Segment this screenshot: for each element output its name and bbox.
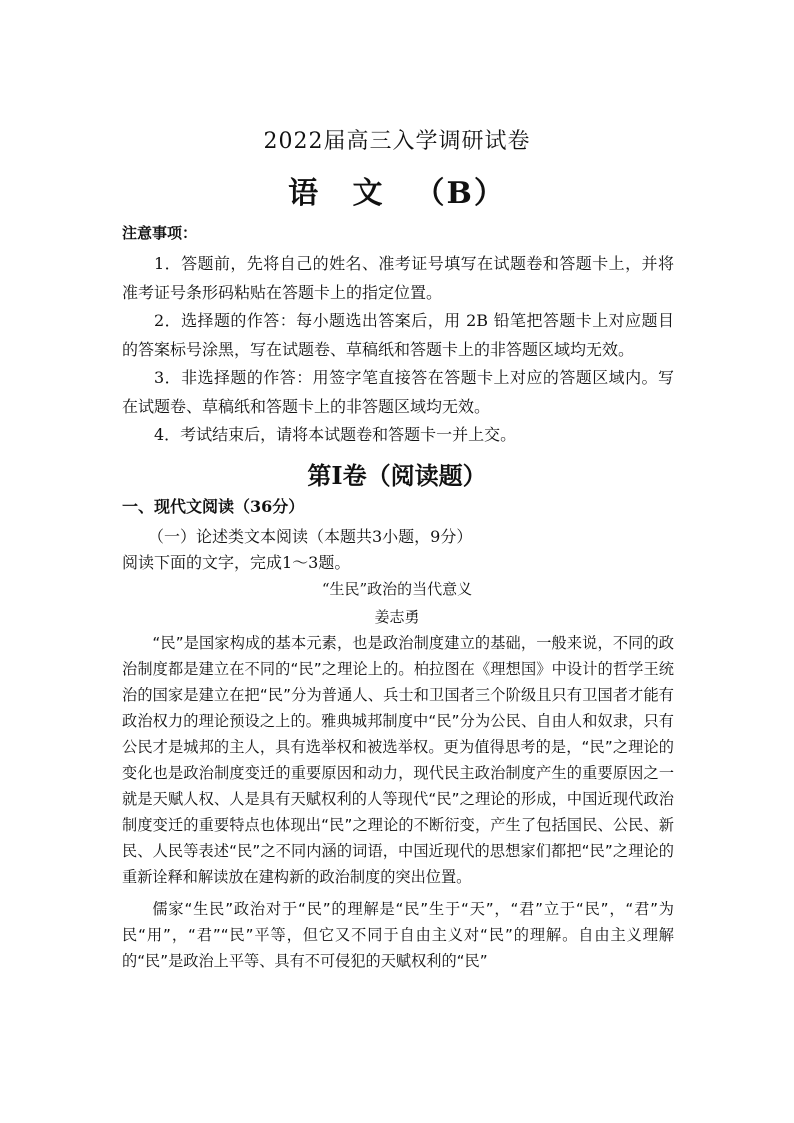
subject-name: 语 文 bbox=[288, 176, 395, 211]
article-paragraph: “民”是国家构成的基本元素，也是政治制度建立的基础，一般来说，不同的政治制度都是建立在不同的“民”之理论上的。柏拉图在《理想国》中设计的哲学王统治的国家是建立在把“民”分为普通人、兵士和卫国者三个阶级且只有卫国者才能有政治权力的理论预设之上的。雅典城邦制度中“民”分为公民、自由人和奴隶，只有公民才是城邦的主人，具有选举权和被选举权。更为值得思考的是，“民”之理论的变化也是政治制度变迁的重要原因和动力，现代民主政治制度产生的重要原因之一就是天赋人权、人是具有天赋权利的人等现代“民”之理论的形成，中国近现代政治制度变迁的重要特点也体现出“民”之理论的不断衍变，产生了包括国民、公民、新民、人民等表述“民”之不同内涵的词语，中国近现代的思想家们都把“民”之理论的重新诠释和解读放在建构新的政治制度的突出位置。 bbox=[122, 634, 674, 886]
notice-list bbox=[122, 250, 674, 450]
article-body bbox=[122, 630, 674, 974]
article-paragraph: 儒家“生民”政治对于“民”的理解是“民”生于“天”，“君”立于“民”，“君”为民“用”，“君”“民”平等，但它又不同于自由主义对“民”的理解。自由主义理解的“民”是政治上平等、具有不可侵犯的天赋权利的“民” bbox=[122, 900, 674, 970]
notice-heading: 注意事项： bbox=[122, 224, 198, 242]
subject-title bbox=[0, 168, 794, 212]
section-title: 第Ⅰ卷（阅读题） bbox=[307, 461, 487, 490]
instruction-text: 阅读下面的文字，完成1～3题。 bbox=[122, 553, 351, 572]
notice-item: 2．选择题的作答：每小题选出答案后，用 2B 铅笔把答题卡上对应题目的答案标号涂黑，写在试题卷、草稿纸和答题卡上的非答题区域均无效。 bbox=[122, 311, 674, 359]
notice-item: 1．答题前，先将自己的姓名、准考证号填写在试题卷和答题卡上，并将准考证号条形码粘贴在答题卡上的指定位置。 bbox=[122, 254, 674, 302]
notice-item: 3．非选择题的作答：用签字笔直接答在答题卡上对应的答题区域内。写在试题卷、草稿纸和答题卡上的非答题区域均无效。 bbox=[122, 368, 674, 416]
notice-item: 4．考试结束后，请将本试题卷和答题卡一并上交。 bbox=[154, 425, 517, 444]
version-label: （B） bbox=[414, 176, 506, 211]
article-author: 姜志勇 bbox=[374, 608, 420, 626]
exam-title: 2022届高三入学调研试卷 bbox=[263, 129, 531, 154]
part-heading: 一、现代文阅读（36分） bbox=[122, 497, 305, 516]
article-title: “生民”政治的当代意义 bbox=[321, 580, 473, 598]
sub-heading: （一）论述类文本阅读（本题共3小题，9分） bbox=[148, 527, 473, 546]
